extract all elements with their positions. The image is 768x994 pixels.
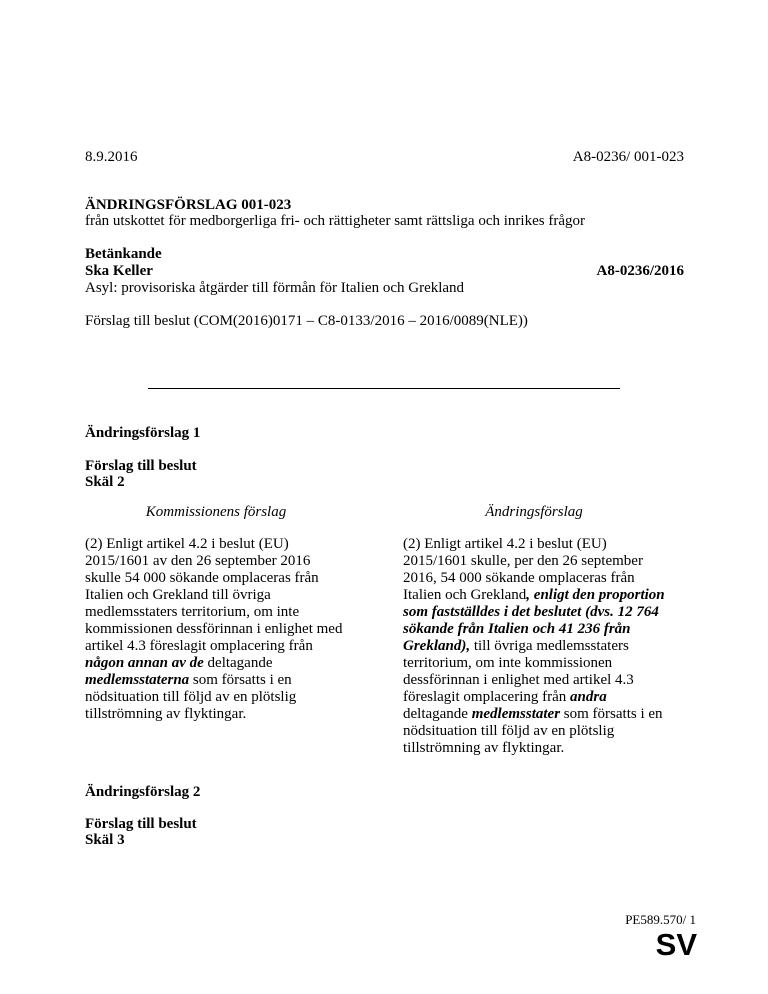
right-segment: till övriga medlemsstaters territorium, om inte kommissionen dessförinnan i enlighet med artikel 4.3 föreslagit omplacering från bbox=[403, 638, 634, 705]
right-emphasis: andra bbox=[570, 689, 607, 705]
report-subject: Asyl: provisoriska åtgärder till förmån för Italien och Grekland bbox=[85, 280, 465, 296]
amendments-title: ÄNDRINGSFÖRSLAG 001-023 bbox=[85, 197, 292, 213]
separator-line bbox=[148, 388, 620, 389]
right-emphasis: medlemsstater bbox=[471, 706, 561, 722]
amendment-2-ref-line2: Skäl 3 bbox=[85, 832, 125, 848]
right-segment: som försatts i en nödsituation till följd av en plötslig tillströmning av flyktingar. bbox=[403, 706, 663, 756]
header-date: 8.9.2016 bbox=[85, 149, 138, 165]
right-segment: deltagande bbox=[403, 706, 472, 722]
amendment-1-ref-line1: Förslag till beslut bbox=[85, 458, 197, 474]
right-segment: (2) Enligt artikel 4.2 i beslut (EU) 2015/1601 skulle, per den 26 september 2016, 54 000 sökande omplaceras från Italien och Grekland bbox=[403, 536, 643, 603]
language-code: SV bbox=[655, 927, 697, 962]
right-emphasis: , enligt den proportion som fastställdes i det beslutet (dvs. 12 764 sökande från Italien och 41 236 från Grekland), bbox=[403, 587, 665, 654]
amendment-header: Ändringsförslag bbox=[485, 504, 583, 520]
report-label: Betänkande bbox=[85, 246, 162, 262]
left-segment: deltagande bbox=[203, 655, 273, 671]
left-emphasis: någon annan av de bbox=[85, 655, 204, 671]
amendment-2-heading: Ändringsförslag 2 bbox=[85, 784, 201, 800]
commission-proposal-header: Kommissionens förslag bbox=[145, 504, 287, 520]
page-reference: PE589.570/ 1 bbox=[625, 912, 696, 927]
proposal-reference: Förslag till beslut (COM(2016)0171 – C8-0133/2016 – 2016/0089(NLE)) bbox=[85, 313, 528, 329]
left-segment: som försatts i en nödsituation till följd av en plötslig tillströmning av flyktingar. bbox=[85, 672, 297, 722]
committee-line: från utskottet för medborgerliga fri- och rättigheter samt rättsliga och inrikes frågor bbox=[85, 213, 585, 229]
report-number: A8-0236/2016 bbox=[596, 263, 684, 279]
left-segment: (2) Enligt artikel 4.2 i beslut (EU) 2015/1601 av den 26 september 2016 skulle 54 000 sökande omplaceras från Italien och Grekland till övriga medlemsstaters territorium, om inte kommissionen dessförinnan i enlighet med artikel 4.3 föreslagit omplacering från bbox=[85, 536, 343, 654]
amendment-2-ref-line1: Förslag till beslut bbox=[85, 816, 197, 832]
commission-text bbox=[85, 536, 347, 723]
amendment-text bbox=[403, 536, 665, 757]
amendment-1-heading: Ändringsförslag 1 bbox=[85, 425, 201, 441]
left-emphasis: medlemsstaterna bbox=[85, 672, 190, 688]
rapporteur: Ska Keller bbox=[85, 263, 153, 279]
amendment-1-ref-line2: Skäl 2 bbox=[85, 474, 125, 490]
header-reference: A8-0236/ 001-023 bbox=[572, 149, 684, 165]
